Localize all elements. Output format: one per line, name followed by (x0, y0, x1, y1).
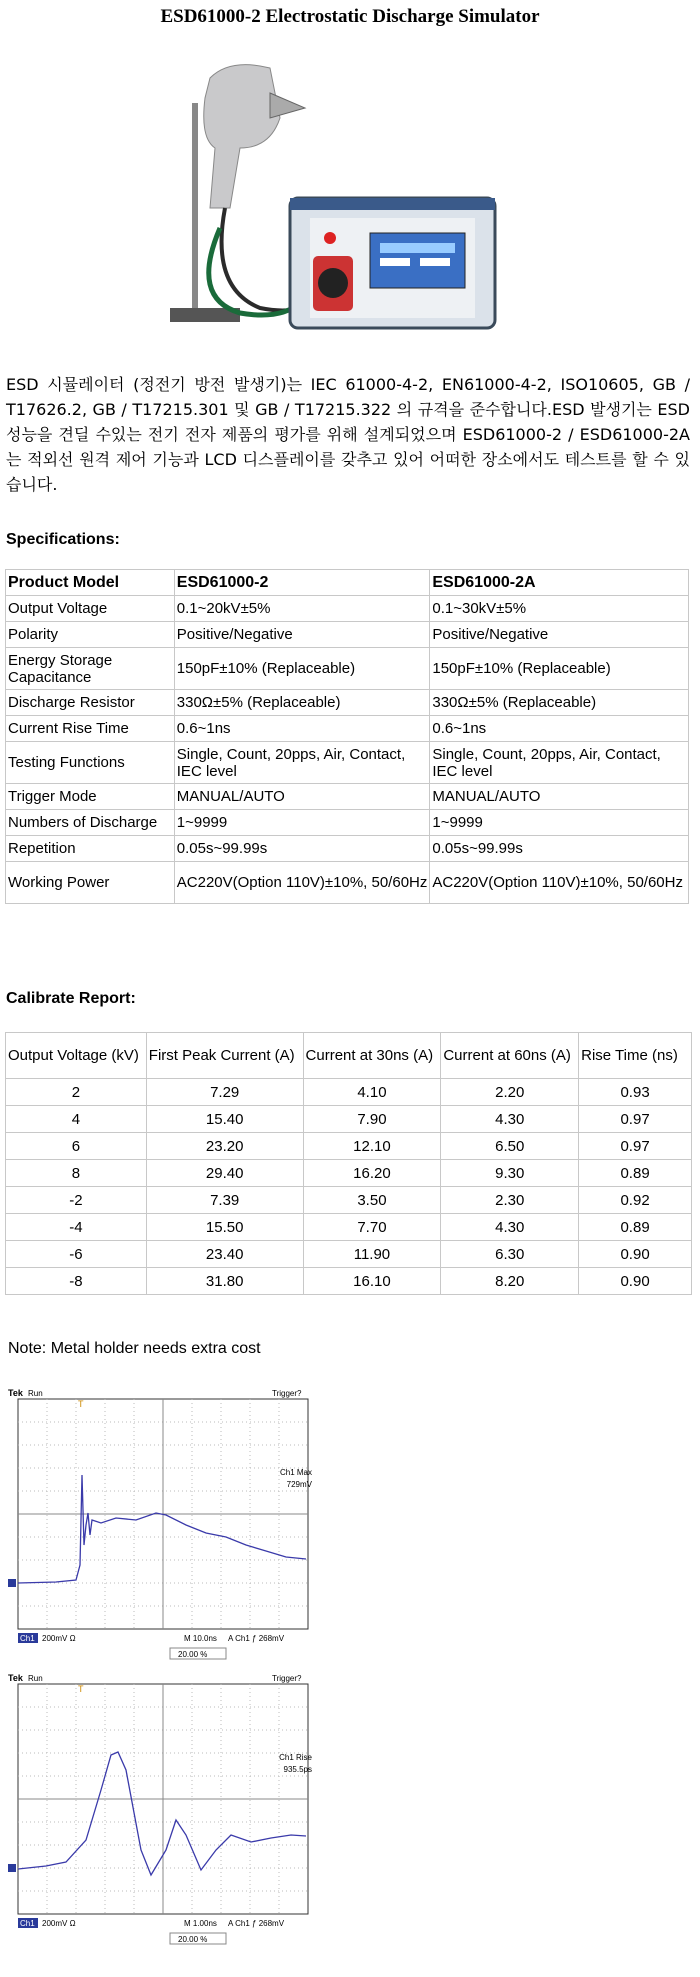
table-cell: AC220V(Option 110V)±10%, 50/60Hz (174, 862, 430, 904)
table-row (6, 1160, 692, 1187)
intro-paragraph: ESD 시뮬레이터 (정전기 방전 발생기)는 IEC 61000-4-2, EN61000-4-2, ISO10605, GB / T17626.2, GB / T17215.301 및 GB / T17215.322 의 규격을 준수합니다.ESD 발생기는 ESD 성능을 견딜 수있는 전기 전자 제품의 평가를 위해 설계되었으며 ESD61000-2 / ESD61000-2A 는 적외선 원격 제어 기능과 LCD 디스플레이를 갖추고 있어 어떠한 장소에서도 테스트를 할 수 있습니다. (6, 375, 690, 494)
table-cell: -2 (6, 1187, 147, 1214)
table-cell: Working Power (6, 862, 175, 904)
table-cell: 2 (6, 1079, 147, 1106)
table-cell: -4 (6, 1214, 147, 1241)
table-cell: Current at 60ns (A) (441, 1033, 579, 1079)
table-cell: 0.90 (579, 1268, 692, 1295)
table-cell: 31.80 (146, 1268, 303, 1295)
table-cell: ESD61000-2A (430, 570, 689, 596)
table-cell: -8 (6, 1268, 147, 1295)
scope2-scale: 200mV Ω (42, 1919, 76, 1928)
page-title: ESD61000-2 Electrostatic Discharge Simulator (160, 6, 540, 27)
table-cell: 4.30 (441, 1106, 579, 1133)
table-cell: 0.6~1ns (174, 716, 430, 742)
table-cell: 3.50 (303, 1187, 441, 1214)
table-cell: 0.89 (579, 1214, 692, 1241)
table-cell: 29.40 (146, 1160, 303, 1187)
note-text: Note: Metal holder needs extra cost (8, 1340, 261, 1357)
table-cell: Numbers of Discharge (6, 810, 175, 836)
svg-text:T: T (78, 1684, 84, 1694)
table-cell: 12.10 (303, 1133, 441, 1160)
table-row (6, 1268, 692, 1295)
table-cell: 9.30 (441, 1160, 579, 1187)
product-image (170, 58, 510, 368)
table-cell: 6.30 (441, 1241, 579, 1268)
table-row (6, 596, 689, 622)
table-row (6, 1214, 692, 1241)
table-cell: AC220V(Option 110V)±10%, 50/60Hz (430, 862, 689, 904)
table-cell: 0.05s~99.99s (430, 836, 689, 862)
table-cell: Single, Count, 20pps, Air, Contact, IEC level (174, 742, 430, 784)
specifications-table (5, 569, 689, 904)
table-cell: Polarity (6, 622, 175, 648)
table-row (6, 1241, 692, 1268)
table-cell: First Peak Current (A) (146, 1033, 303, 1079)
table-cell: 2.20 (441, 1079, 579, 1106)
table-cell: MANUAL/AUTO (430, 784, 689, 810)
table-cell: 16.20 (303, 1160, 441, 1187)
table-cell: Trigger Mode (6, 784, 175, 810)
table-cell: Output Voltage (6, 596, 175, 622)
table-cell: MANUAL/AUTO (174, 784, 430, 810)
table-cell: 15.40 (146, 1106, 303, 1133)
table-cell: Discharge Resistor (6, 690, 175, 716)
scope1-position: 20.00 % (178, 1650, 208, 1659)
scope1-measure-value: 729mV (286, 1480, 312, 1489)
table-cell: 4.10 (303, 1079, 441, 1106)
table-cell: 0.1~20kV±5% (174, 596, 430, 622)
table-cell: 0.90 (579, 1241, 692, 1268)
table-row (6, 862, 689, 904)
table-row (6, 1079, 692, 1106)
table-cell: 7.29 (146, 1079, 303, 1106)
table-cell: 23.20 (146, 1133, 303, 1160)
table-cell: ESD61000-2 (174, 570, 430, 596)
scope1-scale: 200mV Ω (42, 1634, 76, 1643)
scope1-trigger-status: Trigger? (272, 1389, 302, 1398)
table-cell: 0.92 (579, 1187, 692, 1214)
table-cell: 0.93 (579, 1079, 692, 1106)
scope2-mode: Run (28, 1674, 43, 1683)
calibrate-table (5, 1032, 692, 1295)
scope2-position: 20.00 % (178, 1935, 208, 1944)
scope2-channel: Ch1 (20, 1919, 35, 1928)
table-cell: Energy Storage Capacitance (6, 648, 175, 690)
table-cell: Single, Count, 20pps, Air, Contact, IEC level (430, 742, 689, 784)
table-row (6, 570, 689, 596)
table-cell: 15.50 (146, 1214, 303, 1241)
table-cell: Repetition (6, 836, 175, 862)
table-cell: 1~9999 (174, 810, 430, 836)
scope1-channel: Ch1 (20, 1634, 35, 1643)
scope1-trigger-level: A Ch1 ƒ 268mV (228, 1634, 285, 1643)
table-cell: 330Ω±5% (Replaceable) (430, 690, 689, 716)
table-row (6, 1106, 692, 1133)
scope1-timebase: M 10.0ns (184, 1634, 217, 1643)
table-cell: 150pF±10% (Replaceable) (430, 648, 689, 690)
table-row (6, 1133, 692, 1160)
table-cell: Rise Time (ns) (579, 1033, 692, 1079)
table-row (6, 784, 689, 810)
scope1-measure-label: Ch1 Max (279, 1468, 312, 1477)
table-cell: 2.30 (441, 1187, 579, 1214)
table-cell: 330Ω±5% (Replaceable) (174, 690, 430, 716)
scope2-timebase: M 1.00ns (184, 1919, 217, 1928)
svg-text:T: T (78, 1399, 84, 1409)
table-cell: Current at 30ns (A) (303, 1033, 441, 1079)
scope2-measure-value: 935.5ps (283, 1765, 312, 1774)
table-cell: 4 (6, 1106, 147, 1133)
scope2-trigger-level: A Ch1 ƒ 268mV (228, 1919, 285, 1928)
table-cell: Testing Functions (6, 742, 175, 784)
table-row (6, 742, 689, 784)
calibrate-heading: Calibrate Report: (6, 990, 136, 1007)
table-row (6, 1187, 692, 1214)
table-cell: Positive/Negative (430, 622, 689, 648)
table-cell: 1~9999 (430, 810, 689, 836)
table-cell: 7.39 (146, 1187, 303, 1214)
table-cell: 0.05s~99.99s (174, 836, 430, 862)
table-cell: 0.89 (579, 1160, 692, 1187)
table-cell: 7.70 (303, 1214, 441, 1241)
table-row (6, 716, 689, 742)
table-cell: -6 (6, 1241, 147, 1268)
table-cell: 6 (6, 1133, 147, 1160)
table-cell: 11.90 (303, 1241, 441, 1268)
scope2-brand: Tek (8, 1673, 23, 1683)
scope1-mode: Run (28, 1389, 43, 1398)
table-cell: Positive/Negative (174, 622, 430, 648)
table-cell: 0.1~30kV±5% (430, 596, 689, 622)
table-row (6, 622, 689, 648)
scope2-measure-label: Ch1 Rise (279, 1753, 312, 1762)
table-cell: Current Rise Time (6, 716, 175, 742)
table-cell: 16.10 (303, 1268, 441, 1295)
table-cell: Product Model (6, 570, 175, 596)
scope1-brand: Tek (8, 1388, 23, 1398)
table-cell: 8 (6, 1160, 147, 1187)
table-cell: Output Voltage (kV) (6, 1033, 147, 1079)
table-cell: 8.20 (441, 1268, 579, 1295)
table-cell: 7.90 (303, 1106, 441, 1133)
scope2-trigger-status: Trigger? (272, 1674, 302, 1683)
table-row (6, 648, 689, 690)
table-cell: 150pF±10% (Replaceable) (174, 648, 430, 690)
table-cell: 23.40 (146, 1241, 303, 1268)
table-row (6, 1033, 692, 1079)
specifications-heading: Specifications: (6, 531, 120, 548)
table-cell: 4.30 (441, 1214, 579, 1241)
table-cell: 6.50 (441, 1133, 579, 1160)
oscilloscope-capture-2 (6, 1670, 316, 1965)
table-row (6, 810, 689, 836)
table-cell: 0.97 (579, 1106, 692, 1133)
table-row (6, 836, 689, 862)
table-cell: 0.6~1ns (430, 716, 689, 742)
table-row (6, 690, 689, 716)
oscilloscope-capture-1 (6, 1385, 316, 1675)
table-cell: 0.97 (579, 1133, 692, 1160)
